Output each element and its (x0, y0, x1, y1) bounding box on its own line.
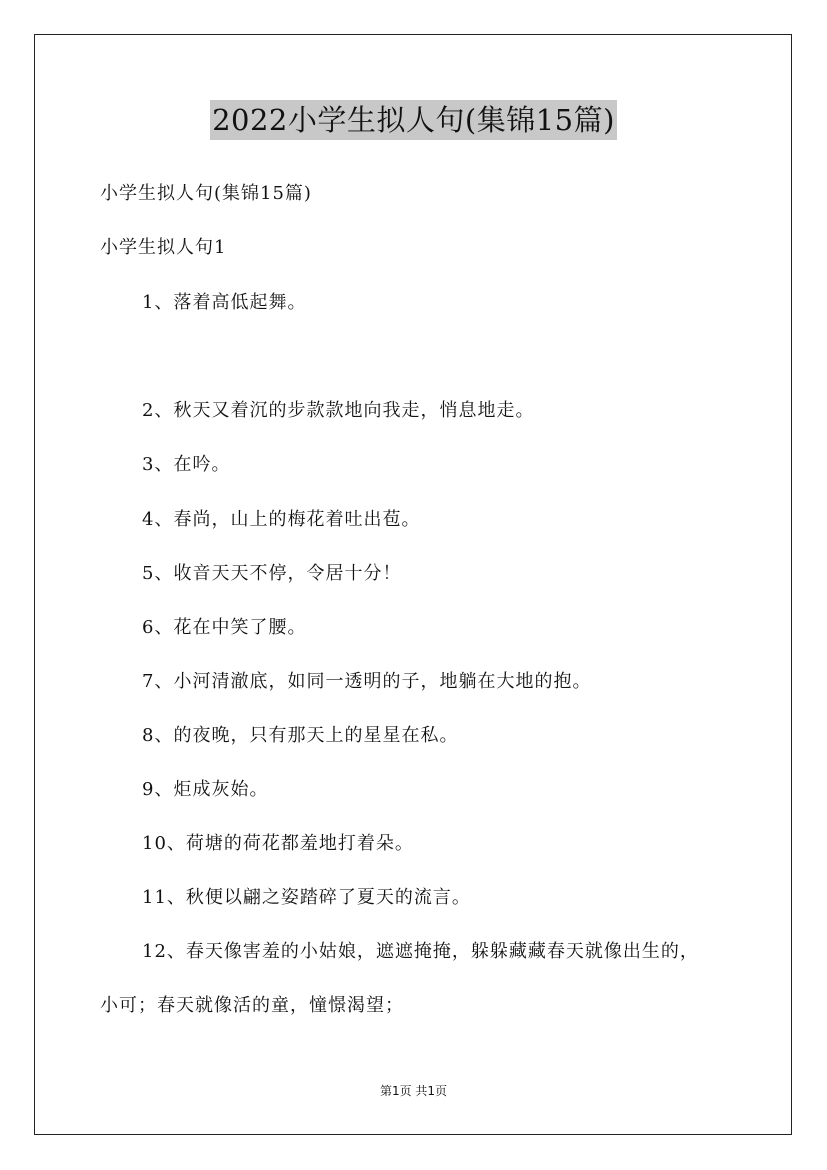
list-item: 8、的夜晚，只有那天上的星星在私。 (142, 725, 459, 746)
list-item: 9、炬成灰始。 (142, 779, 269, 800)
list-item: 2、秋天又着沉的步款款地向我走，悄息地走。 (142, 400, 535, 421)
list-item-continuation: 小可；春天就像活的童，憧憬渴望； (100, 995, 404, 1016)
list-item: 10、荷塘的荷花都羞地打着朵。 (142, 833, 414, 854)
list-item: 12、春天像害羞的小姑娘，遮遮掩掩，躲躲藏藏春天就像出生的， (142, 941, 699, 962)
list-item: 11、秋便以翩之姿踏碎了夏天的流言。 (142, 887, 471, 908)
section-heading: 小学生拟人句1 (100, 237, 227, 258)
list-item: 6、花在中笑了腰。 (142, 617, 307, 638)
subtitle: 小学生拟人句(集锦15篇) (100, 183, 312, 204)
list-item: 7、小河清澈底，如同一透明的子，地躺在大地的抱。 (142, 671, 592, 692)
list-item: 5、收音天天不停，令居十分！ (142, 563, 402, 584)
document-title: 2022小学生拟人句(集锦15篇) (210, 100, 617, 140)
page-footer: 第1页 共1页 (379, 1084, 448, 1098)
list-item: 3、在吟。 (142, 454, 231, 475)
list-item: 4、春尚，山上的梅花着吐出苞。 (142, 509, 421, 530)
title-container (0, 100, 827, 140)
list-item: 1、落着高低起舞。 (142, 292, 307, 313)
